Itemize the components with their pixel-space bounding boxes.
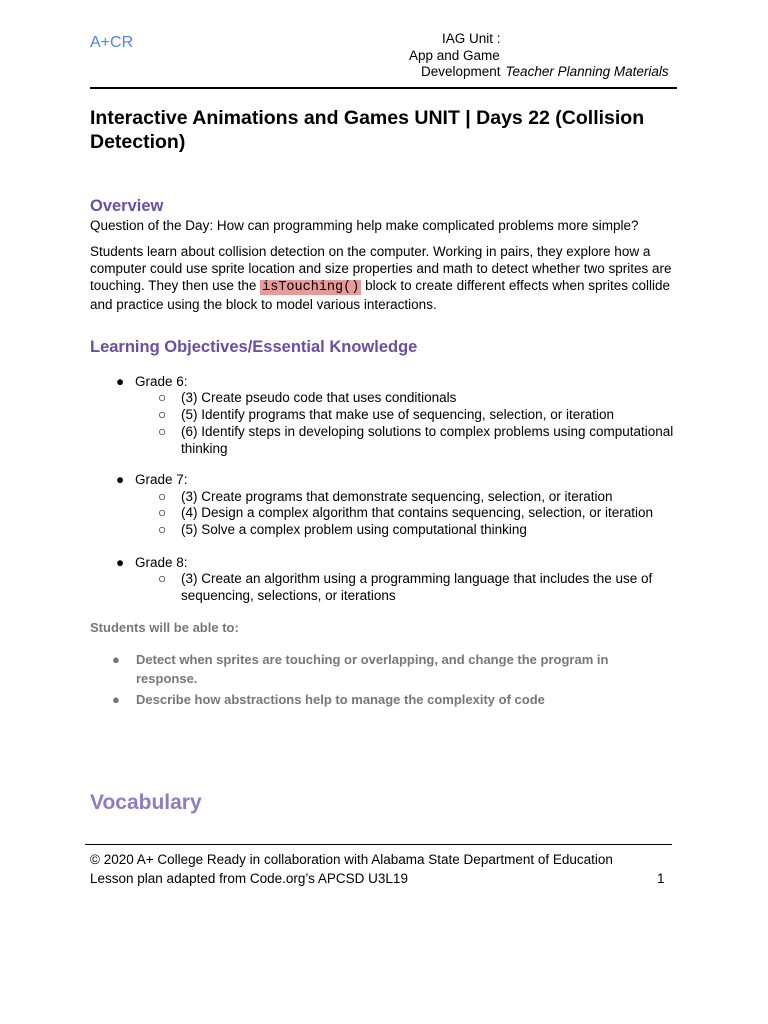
bullet-icon: ● [116,472,125,487]
objective-text: (6) Identify steps in developing solutions to complex problems using computational thinking [181,424,674,456]
unit-line-1: IAG Unit : [442,31,501,46]
footer-adapted: Lesson plan adapted from Code.org’s APCSD U3L19 [90,871,408,886]
overview-text-before: Students learn about collision detection on the computer. Working in pairs, they explore how a computer could use sprite location and size properties and math to detect whether two sprites are touching. They then use the [90,244,672,293]
objectives-heading: Learning Objectives/Essential Knowledge [90,338,418,356]
circle-bullet-icon: ○ [158,424,167,439]
objective-text: (3) Create programs that demonstrate sequencing, selection, or iteration [181,489,613,504]
objective-item [158,505,678,522]
swbat-text: Detect when sprites are touching or overlapping, and change the program in response. [136,652,609,686]
vocabulary-heading: Vocabulary [90,791,202,814]
circle-bullet-icon: ○ [158,571,167,586]
objective-text: (4) Design a complex algorithm that contains sequencing, selection, or iteration [181,505,653,520]
bullet-icon: ● [112,692,120,707]
istouching-code: isTouching() [262,280,360,295]
objective-item [158,424,678,457]
circle-bullet-icon: ○ [158,489,167,504]
circle-bullet-icon: ○ [158,505,167,520]
circle-bullet-icon: ○ [158,390,167,405]
grade-6-item [116,374,188,389]
objective-text: (5) Solve a complex problem using computational thinking [181,522,527,537]
objective-text: (3) Create pseudo code that uses conditionals [181,390,457,405]
header-unit-info [380,31,677,81]
objective-text: (5) Identify programs that make use of sequencing, selection, or iteration [181,407,614,422]
swbat-heading: Students will be able to: [90,620,239,635]
objective-item [158,571,678,604]
grade-label: Grade 6: [135,374,188,389]
footer-divider [85,844,672,845]
header-divider [90,87,677,89]
swbat-item [112,650,672,688]
grade-8-item [116,555,188,570]
circle-bullet-icon: ○ [158,522,167,537]
page-number: 1 [657,871,665,886]
unit-line-2: App and Game [409,47,500,63]
grade-7-item [116,472,188,487]
bullet-icon: ● [116,555,125,570]
unit-line-3 [380,64,677,81]
overview-text-after: block to create different effects when sprites collide and practice using the block to model various interactions. [90,278,671,312]
materials-label: Teacher Planning Materials [505,64,669,79]
objective-text: (3) Create an algorithm using a programming language that includes the use of sequencing, selections, or iterations [181,571,653,603]
logo: A+CR [90,34,134,51]
swbat-text: Describe how abstractions help to manage the complexity of code [136,692,545,707]
objective-item [158,390,678,407]
question-of-the-day: Question of the Day: How can programming help make complicated problems more simple? [90,218,639,233]
objective-item [158,522,678,539]
objective-item [158,489,678,506]
circle-bullet-icon: ○ [158,407,167,422]
bullet-icon: ● [116,374,125,389]
overview-heading: Overview [90,197,164,215]
page-title: Interactive Animations and Games UNIT | Days 22 (Collision Detection) [90,107,645,153]
footer-copyright: © 2020 A+ College Ready in collaboration with Alabama State Department of Education [90,852,613,867]
bullet-icon: ● [112,652,120,667]
unit-line-3-text: Development [421,64,501,79]
swbat-item [112,690,672,709]
objective-item [158,407,678,424]
overview-paragraph [90,243,675,313]
grade-label: Grade 7: [135,472,188,487]
grade-label: Grade 8: [135,555,188,570]
